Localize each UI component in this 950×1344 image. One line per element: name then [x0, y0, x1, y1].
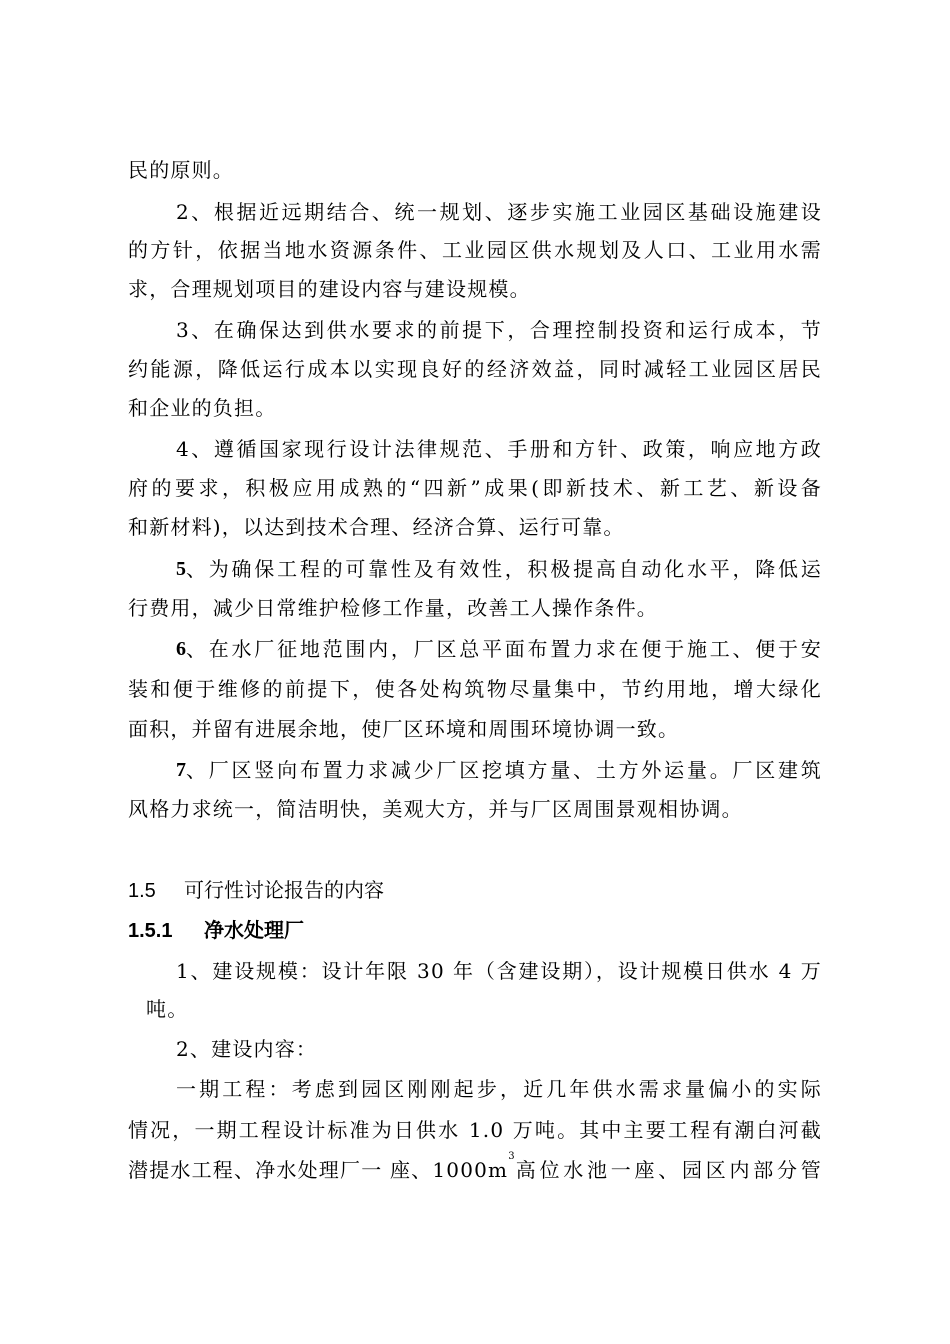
subsection-heading-1-5-1	[128, 917, 304, 944]
paragraph-3-line-3: 和企业的负担。	[128, 396, 277, 420]
phase-1-line-1: 一期工程：考虑到园区刚刚起步，近几年供水需求量偏小的实际	[176, 1077, 822, 1101]
paragraph-0-line-1: 民的原则。	[128, 158, 234, 182]
phase-1-line-3-part-b: 高位水池一座、园区内部分管	[515, 1158, 822, 1182]
paragraph-3-line-2: 约能源，降低运行成本以实现良好的经济效益，同时减轻工业园区居民	[128, 357, 822, 381]
paragraph-6-line-1-text: 、在水厂征地范围内，厂区总平面布置力求在便于施工、便于安	[186, 637, 822, 661]
item-1-line-1: 1、建设规模：设计年限 30 年（含建设期），设计规模日供水 4 万	[176, 959, 822, 983]
paragraph-2-line-2: 的方针，依据当地水资源条件、工业园区供水规划及人口、工业用水需	[128, 238, 822, 262]
paragraph-7-line-1-text: 、厂区竖向布置力求减少厂区挖填方量、土方外运量。厂区建筑	[186, 758, 822, 782]
paragraph-4-line-2: 府的要求，积极应用成熟的“四新”成果(即新技术、新工艺、新设备	[128, 476, 822, 500]
subsection-title: 净水处理厂	[204, 918, 304, 942]
subsection-number: 1.5.1	[128, 920, 173, 942]
section-number: 1.5	[128, 880, 156, 902]
phase-1-line-3-part-a: 潜提水工程、净水处理厂一 座、1000m	[128, 1158, 509, 1182]
section-heading-1-5	[128, 877, 384, 904]
paragraph-6-line-2: 装和便于维修的前提下，使各处构筑物尽量集中，节约用地，增大绿化	[128, 677, 822, 701]
paragraph-7-line-2: 风格力求统一，简洁明快，美观大方，并与厂区周围景观相协调。	[128, 797, 743, 821]
paragraph-5-line-1	[176, 556, 822, 582]
section-title: 可行性讨论报告的内容	[184, 878, 384, 902]
paragraph-7-number: 7	[176, 759, 186, 781]
paragraph-2-line-3: 求，合理规划项目的建设内容与建设规模。	[128, 277, 531, 301]
paragraph-7-line-1	[176, 757, 822, 783]
paragraph-3-line-1: 3、在确保达到供水要求的前提下，合理控制投资和运行成本，节	[176, 318, 822, 342]
paragraph-6-line-3: 面积，并留有进展余地，使厂区环境和周围环境协调一致。	[128, 717, 680, 741]
phase-1-line-3	[128, 1151, 822, 1183]
item-2-line-1: 2、建设内容：	[176, 1037, 318, 1061]
paragraph-2-line-1: 2、根据近远期结合、统一规划、逐步实施工业园区基础设施建设	[176, 200, 822, 224]
paragraph-6-number: 6	[176, 638, 186, 660]
superscript-3: 3	[508, 1151, 516, 1162]
phase-1-line-2: 情况，一期工程设计标准为日供水 1.0 万吨。其中主要工程有潮白河截	[128, 1118, 822, 1142]
paragraph-5-line-1-text: 、为确保工程的可靠性及有效性，积极提高自动化水平，降低运	[186, 557, 822, 581]
paragraph-4-line-1: 4、遵循国家现行设计法律规范、手册和方针、政策，响应地方政	[176, 437, 822, 461]
paragraph-5-number: 5	[176, 558, 186, 580]
paragraph-5-line-2: 行费用，减少日常维护检修工作量，改善工人操作条件。	[128, 596, 658, 620]
paragraph-6-line-1	[176, 636, 822, 662]
item-1-line-2: 吨。	[146, 997, 189, 1021]
paragraph-4-line-3: 和新材料)，以达到技术合理、经济合算、运行可靠。	[128, 515, 625, 539]
